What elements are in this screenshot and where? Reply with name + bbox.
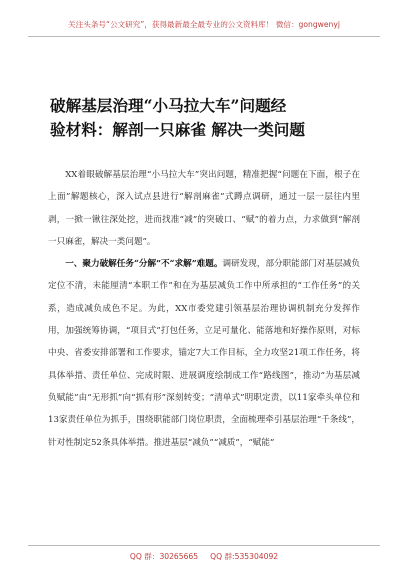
qq-group-number-1: 30265665 — [159, 552, 199, 561]
section-one-text: 调研发现，部分职能部门对基层减负定位不清，未能厘清“本职工作”和在为基层减负工作中所承担的“工作任务”的关系，造成减负成色不足。为此，XX市委党建引领基层治理协调机制充分发挥作用，加强统筹协调，“项目式”打包任务，立足可量化、能落地和好操作原则，对标中央、省委安排部署和工作要求，锚定7大工作目标，全力攻坚21项工作任务，将具体举措、责任单位、完成时限、进展调度绘制成工作“路线图”，推动“为基层减负赋能”由“无形抓”向“抓有形”深刻转变；“清单式”明职定责，以11家牵头单位和13家责任单位为抓手，围绕职能部门岗位职责，全面梳理牵引基层治理“千条线”，针对性制定52条具体举措。推进基层“减负”“减质”，“赋能” — [48, 259, 360, 448]
footer-contact — [28, 545, 380, 566]
document-page — [28, 14, 380, 566]
section-one-paragraph — [48, 253, 360, 454]
header-banner — [28, 14, 380, 37]
qq-group-label-1: QQ 群： — [129, 552, 160, 561]
qq-group-number-2: 535304092 — [234, 552, 279, 561]
title-line-2: 验材料：解剖一只麻雀 解决一类问题 — [50, 120, 305, 139]
qq-group-label-2: QQ 群: — [210, 552, 235, 561]
section-one-heading: 一、聚力破解任务“分解”不“求解”难题。 — [65, 259, 223, 270]
title-line-1: 破解基层治理“小马拉大车”问题经 — [50, 96, 287, 115]
document-body — [48, 164, 360, 454]
document-title — [50, 94, 380, 142]
header-banner-text: 关注头条号“公文研究”，获得最新最全最专业的公文资料库！ 微信：gongwenyj — [68, 20, 340, 29]
intro-paragraph: XX着眼破解基层治理“小马拉大车”突出问题，精准把握“问题在下面，根子在上面”解题核心，深入试点县进行“解剖麻雀”式蹲点调研，通过一层一层往内里剥，一掀一锹往深处挖，进而找准“减”的突破口、“赋”的着力点，力求做到“解剖一只麻雀，解决一类问题”。 — [48, 170, 360, 247]
